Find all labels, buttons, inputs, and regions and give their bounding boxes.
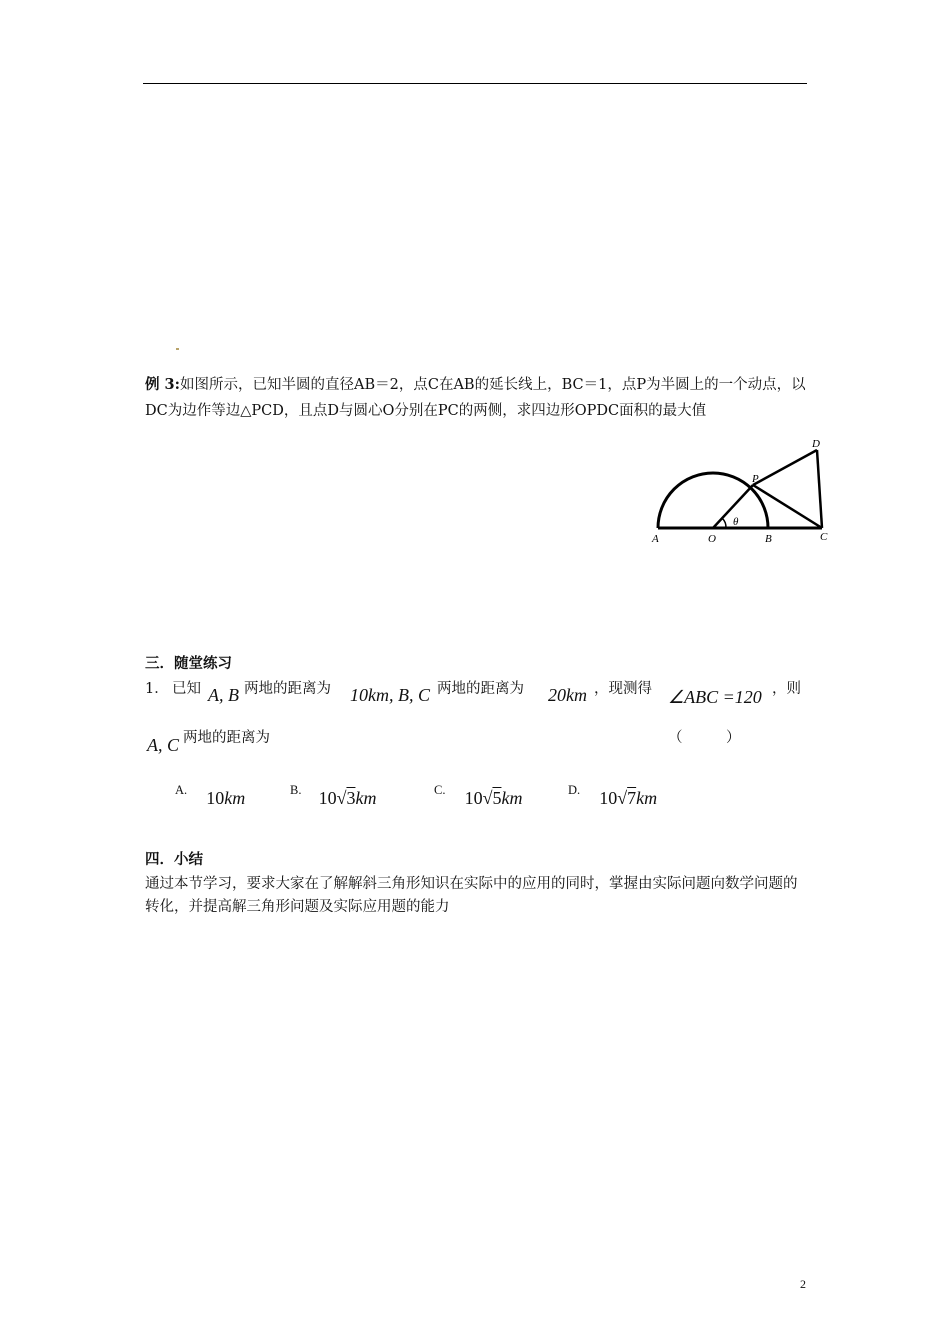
q1-text-3: 两地的距离为 <box>437 681 524 697</box>
label-a: A <box>652 533 659 545</box>
label-d: D <box>812 438 820 450</box>
option-b-letter: B. <box>290 783 302 797</box>
example-3-text: 如图所示，已知半圆的直径AB＝2，点C在AB的延长线上，BC＝1，点P为半圆上的一个动点，以DC为边作等边△PCD，且点D与圆心O分别在PC的两侧，求四边形OPDC面积的最大值 <box>145 377 806 419</box>
q1-math-ac: A, C <box>147 735 180 755</box>
q1-text-2: 两地的距离为 <box>244 681 331 697</box>
example-3-label: 例 3: <box>145 376 180 393</box>
option-b-value: 10√3km <box>318 788 377 808</box>
summary-paragraph: 通过本节学习，要求大家在了解解斜三角形知识在实际中的应用的同时，掌握由实际问题向数学问题的转化，并提高解三角形问题及实际应用题的能力 <box>145 876 798 915</box>
section-3-title: 三．随堂练习 <box>145 655 232 672</box>
label-theta: θ <box>733 516 739 528</box>
option-d <box>568 778 658 808</box>
page-number: 2 <box>800 1277 806 1291</box>
stray-mark <box>176 348 179 350</box>
q1-text-6: 两地的距离为 <box>183 730 270 746</box>
section-4-title: 四．小结 <box>145 851 203 868</box>
q1-text-5: ，则 <box>772 681 801 697</box>
option-a <box>175 778 246 808</box>
option-d-value: 10√7km <box>599 788 658 808</box>
option-d-letter: D. <box>568 783 581 797</box>
q1-math-20km: 20km <box>548 685 587 705</box>
label-c: C <box>820 531 828 543</box>
label-o: O <box>708 533 716 545</box>
option-c <box>434 778 523 808</box>
option-c-letter: C. <box>434 783 446 797</box>
option-c-value: 10√5km <box>464 788 523 808</box>
segment-dc <box>817 450 822 528</box>
q1-math-angle: ∠ABC =120 <box>668 687 762 707</box>
q1-text-4: ，现测得 <box>594 681 652 697</box>
label-p: P <box>752 473 759 485</box>
option-a-value: 10km <box>206 788 246 808</box>
q1-math-bc: 10km, B, C <box>350 685 430 705</box>
option-b <box>290 778 377 808</box>
semicircle-figure <box>640 410 840 550</box>
option-a-letter: A. <box>175 783 188 797</box>
label-b: B <box>765 533 772 545</box>
q1-math-ab: A, B <box>208 685 239 705</box>
segment-pd <box>753 450 817 485</box>
q1-text-1: 已知 <box>172 681 201 697</box>
header-rule <box>143 83 807 84</box>
q1-answer-parens: （ ） <box>668 730 741 746</box>
q1-number: 1． <box>145 681 169 697</box>
